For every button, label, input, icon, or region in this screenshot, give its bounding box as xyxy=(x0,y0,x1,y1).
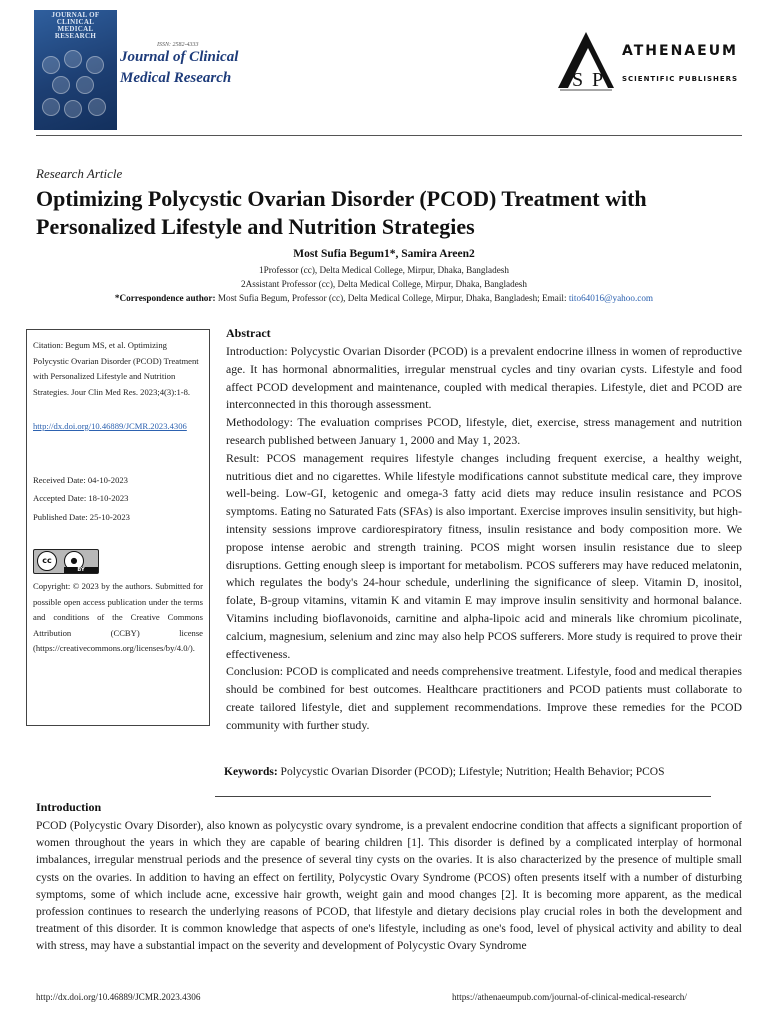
cover-icon xyxy=(42,56,60,74)
cover-icon xyxy=(86,56,104,74)
abstract-heading: Abstract xyxy=(226,326,271,340)
correspondence-text: Most Sufia Begum, Professor (cc), Delta Medical College, Mirpur, Dhaka, Bangladesh; Email: xyxy=(215,293,569,303)
correspondence-label: *Correspondence author: xyxy=(114,293,216,303)
keywords-label: Keywords: xyxy=(224,766,278,778)
abstract-methodology: Methodology: The evaluation comprises PCOD, lifestyle, diet, exercise, stress management and nutrition research published between January 1, 2000 and May 1, 2023. xyxy=(226,415,742,447)
accepted-date: Accepted Date: 18-10-2023 xyxy=(33,493,129,503)
footer-journal-url[interactable]: https://athenaeumpub.com/journal-of-clinical-medical-research/ xyxy=(452,992,687,1002)
creative-commons-badge xyxy=(33,549,99,574)
cc-icon: cc xyxy=(37,551,57,571)
introduction-body: PCOD (Polycystic Ovary Disorder), also known as polycystic ovary syndrome, is a prevalent endocrine condition that affects a significant proportion of women throughout the years in which they are capable of bearing children [1]. This disorder is defined by a complicated interplay of hormonal imbalances, irregular menstrual periods and the presence of several tiny cysts on the ovaries. It is also characterized by the presence of multiple small cysts on the ovaries. In addition to having an effect on fertility, Polycystic Ovary Syndrome (PCOS) often presents itself with a number of disturbing symptoms, some of which include acne, excessive hair growth, weight gain and mood changes [2]. It is becoming more apparent, as the medical profession continues to research the underlying reasons of PCOD, that lifestyle and dietary decisions play crucial roles in both the development and treatment of this disorder. It is common knowledge that aspects of one's lifestyle, including as one's food, level of physical activity and ability to deal with stress, may have a substantial impact on the severity and development of Polycystic Ovary Syndrome xyxy=(36,820,742,953)
article-authors: Most Sufia Begum1*, Samira Areen2 xyxy=(293,248,475,260)
publisher-subtitle: SCIENTIFIC PUBLISHERS xyxy=(622,75,739,83)
publisher-name: ATHENAEUM xyxy=(622,43,738,59)
cover-icon xyxy=(64,100,82,118)
citation-text: Citation: Begum MS, et al. Optimizing Polycystic Ovarian Disorder (PCOD) Treatment with Personalized Lifestyle and Nutrition Strategies. Jour Clin Med Res. 2023;4(3):1-8. xyxy=(33,340,199,397)
journal-name: Journal of Clinical Medical Research xyxy=(120,49,239,86)
citation-sidebar xyxy=(26,329,210,726)
journal-issn: ISSN: 2582-4333 xyxy=(157,42,199,48)
header-divider xyxy=(36,135,742,136)
cover-icon xyxy=(76,76,94,94)
affiliation-2: 2Assistant Professor (cc), Delta Medical College, Mirpur, Dhaka, Bangladesh xyxy=(241,279,527,289)
copyright-text: Copyright: © 2023 by the authors. Submitted for possible open access publication under the terms and conditions of the Creative Commons Attribution (CCBY) license (https://creativecommons.org/licenses/by/4.0/). xyxy=(33,581,203,653)
cover-icon xyxy=(52,76,70,94)
received-date: Received Date: 04-10-2023 xyxy=(33,475,128,485)
svg-text:S: S xyxy=(572,69,584,91)
cover-icon xyxy=(42,98,60,116)
cover-icon xyxy=(64,50,82,68)
athenaeum-logo-icon xyxy=(552,30,616,92)
keywords xyxy=(224,766,744,778)
cc-by-label: BY xyxy=(64,567,98,573)
affiliation-1: 1Professor (cc), Delta Medical College, Mirpur, Dhaka, Bangladesh xyxy=(259,265,509,275)
abstract-body xyxy=(226,343,742,735)
abstract-result: Result: PCOS management requires lifestyle changes including frequent exercise, a healthy weight, nutritious diet and no cigarettes. While lifestyle modifications cannot substitute medical care, they improve well-being. Low-GI, ketogenic and omega-3 fatty acid diets may reduce insulin resistance and PCOS symptoms. Eating no Saturated Fats (SFAs) is also important. Exercise improves insulin sensitivity, but high-intensity sessions improve cardiorespiratory fitness, insulin resistance and body composition more. We propose intense aerobic and strength training. PCOS might worsen insulin resistance due to sleep disruptions. Getting enough sleep is important for metabolism. PCOS sufferers may have reduced melatonin, which regulates the body's 24-hour schedule, underlining the significance of sleep. Vitamin D, inositol, folate, B-group vitamins, vitamin K and vitamin E may improve insulin sensitivity and hormonal balance. Vitamins including bioflavonoids, carnitine and alpha-lipoic acid and minerals like chromium picolinate, calcium, magnesium, selenium and zinc may also help PCOS sufferers. More study is required to prove their effectiveness. xyxy=(226,450,742,661)
abstract-introduction: Introduction: Polycystic Ovarian Disorder (PCOD) is a prevalent endocrine illness in women of reproductive age. It has hormonal abnormalities, irregular menstrual cycles and tiny ovarian cysts. Lifestyle and food affect PCOD development and maintenance, coupled with medical therapies. Lifestyle, diet and PCOD are interconnected in this thorough assessment. xyxy=(226,344,742,412)
published-date: Published Date: 25-10-2023 xyxy=(33,512,130,522)
keywords-divider xyxy=(215,796,711,797)
introduction-heading: Introduction xyxy=(36,800,102,814)
cover-title: JOURNAL OF CLINICAL MEDICAL RESEARCH xyxy=(51,11,100,40)
cover-icon xyxy=(88,98,106,116)
article-type: Research Article xyxy=(36,166,123,181)
person-icon: ● xyxy=(64,551,84,571)
citation-doi-link[interactable]: http://dx.doi.org/10.46889/JCMR.2023.4306 xyxy=(33,421,187,431)
svg-text:P: P xyxy=(592,69,604,91)
journal-cover-image xyxy=(34,10,117,130)
article-title: Optimizing Polycystic Ovarian Disorder (PCOD) Treatment with Personalized Lifestyle and Nutrition Strategies xyxy=(36,186,647,239)
footer-doi-link[interactable]: http://dx.doi.org/10.46889/JCMR.2023.4306 xyxy=(36,992,201,1002)
email-link[interactable]: tito64016@yahoo.com xyxy=(568,293,654,303)
keywords-text: Polycystic Ovarian Disorder (PCOD); Lifestyle; Nutrition; Health Behavior; PCOS xyxy=(277,766,665,778)
abstract-conclusion: Conclusion: PCOD is complicated and needs comprehensive treatment. Lifestyle, food and medical therapies should be combined for best outcomes. Healthcare practitioners and PCOD patients must collaborate to create tailored lifestyle, diet and supplement recommendations. Improve these remedies for the PCOD community with further study. xyxy=(226,664,742,732)
correspondence xyxy=(0,293,768,303)
